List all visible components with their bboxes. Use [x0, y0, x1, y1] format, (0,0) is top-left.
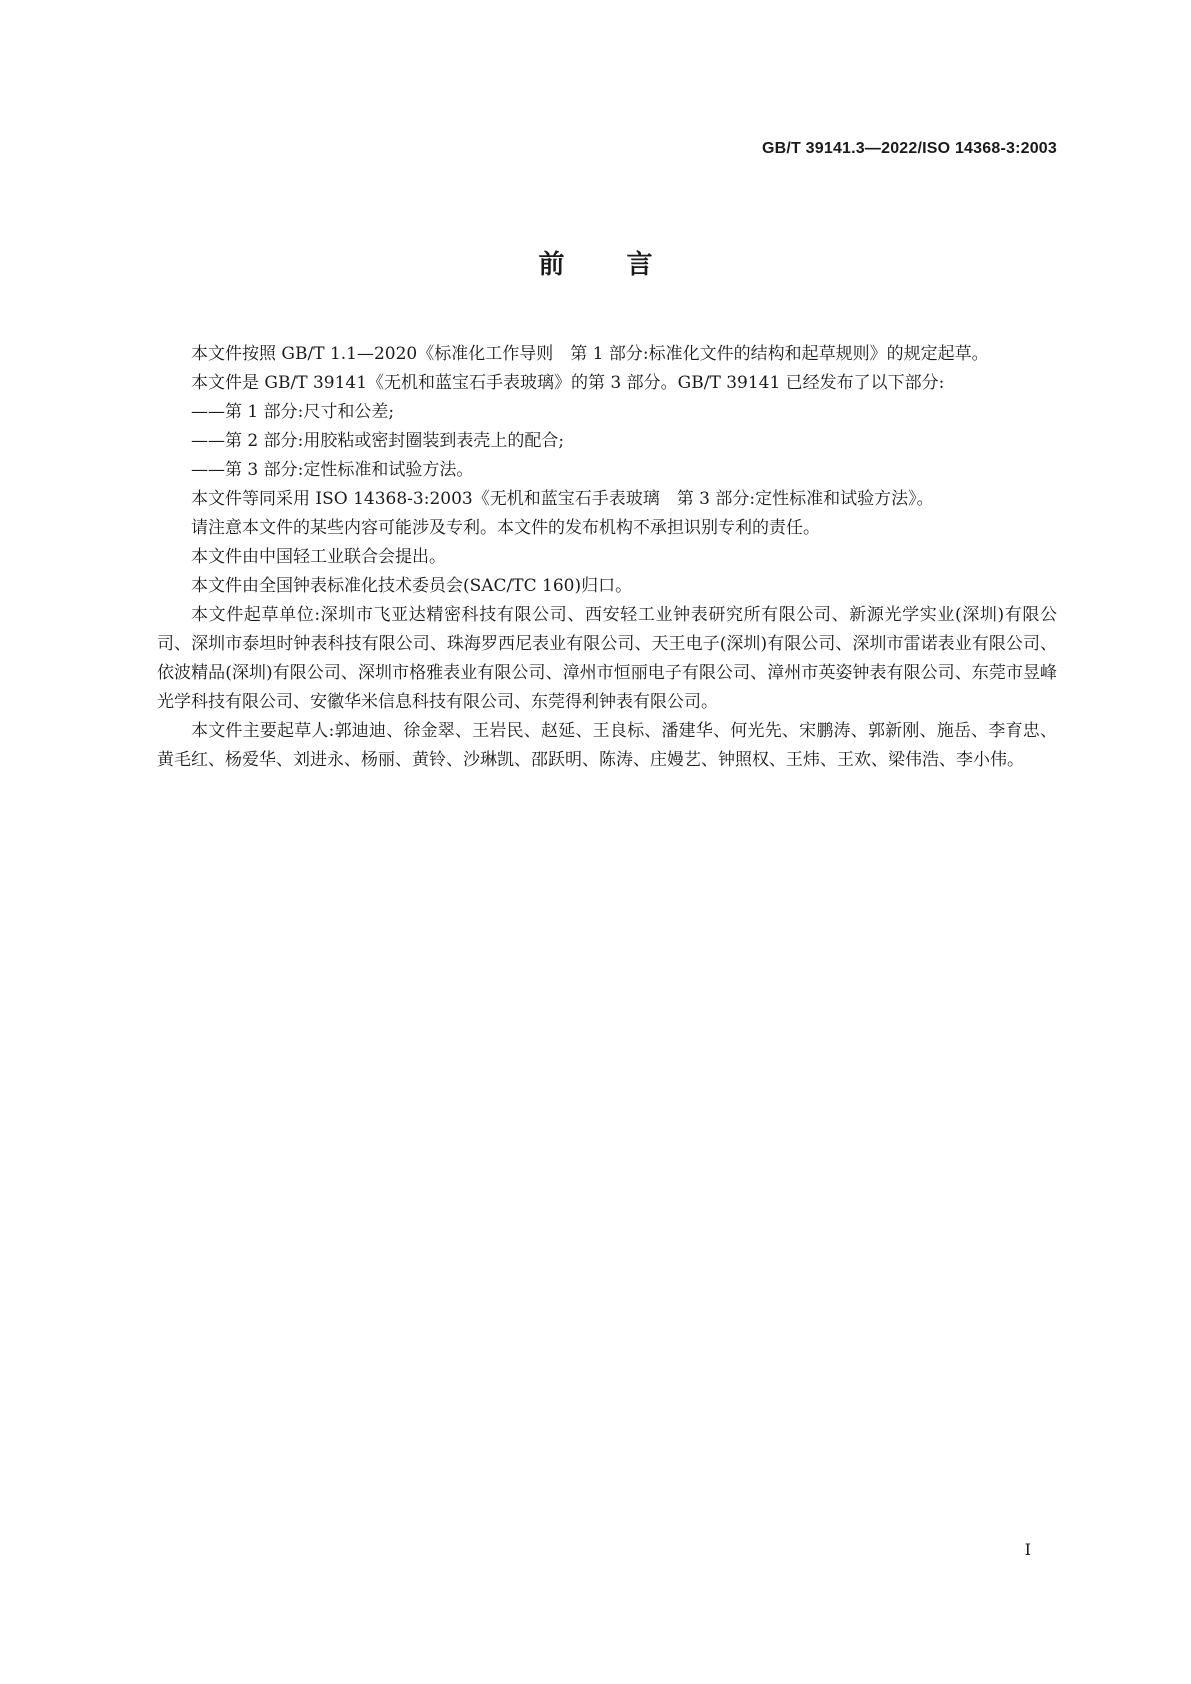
- list-item-part-1: ——第 1 部分:尺寸和公差;: [191, 402, 395, 422]
- paragraph-iso-adoption: 本文件等同采用 ISO 14368-3:2003《无机和蓝宝石手表玻璃 第 3 部分:定性标准和试验方法》。: [191, 489, 934, 509]
- paragraph-drafters: 本文件主要起草人:郭迪迪、徐金翠、王岩民、赵延、王良标、潘建华、何光先、宋鹏涛、郭新刚、施岳、李育忠、黄毛红、杨爱华、刘进永、杨丽、黄铃、沙琳凯、邵跃明、陈涛、庄嫚艺、钟照权、王炜、王欢、梁伟浩、李小伟。: [157, 721, 1057, 770]
- paragraph-patent-notice: 请注意本文件的某些内容可能涉及专利。本文件的发布机构不承担识别专利的责任。: [191, 518, 820, 538]
- paragraph-drafting-rules: 本文件按照 GB/T 1.1—2020《标准化工作导则 第 1 部分:标准化文件的结构和起草规则》的规定起草。: [191, 344, 989, 364]
- page-number: I: [1024, 1540, 1031, 1559]
- list-item-part-3: ——第 3 部分:定性标准和试验方法。: [191, 460, 474, 480]
- paragraph-drafting-organizations: 本文件起草单位:深圳市飞亚达精密科技有限公司、西安轻工业钟表研究所有限公司、新源光学实业(深圳)有限公司、深圳市泰坦时钟表科技有限公司、珠海罗西尼表业有限公司、天王电子(深圳)有限公司、深圳市雷诺表业有限公司、依波精品(深圳)有限公司、深圳市格雅表业有限公司、漳州市恒丽电子有限公司、漳州市英姿钟表有限公司、东莞市昱峰光学科技有限公司、安徽华米信息科技有限公司、东莞得利钟表有限公司。: [157, 605, 1057, 712]
- foreword-body: [157, 340, 1057, 775]
- paragraph-technical-committee: 本文件由全国钟表标准化技术委员会(SAC/TC 160)归口。: [191, 576, 633, 596]
- paragraph-proposer: 本文件由中国轻工业联合会提出。: [191, 547, 446, 567]
- list-item-part-2: ——第 2 部分:用胶粘或密封圈装到表壳上的配合;: [191, 431, 565, 451]
- standard-number: GB/T 39141.3—2022/ISO 14368-3:2003: [762, 140, 1057, 157]
- page-title: 前言: [538, 250, 715, 280]
- paragraph-parts-intro: 本文件是 GB/T 39141《无机和蓝宝石手表玻璃》的第 3 部分。GB/T 39141 已经发布了以下部分:: [191, 373, 945, 393]
